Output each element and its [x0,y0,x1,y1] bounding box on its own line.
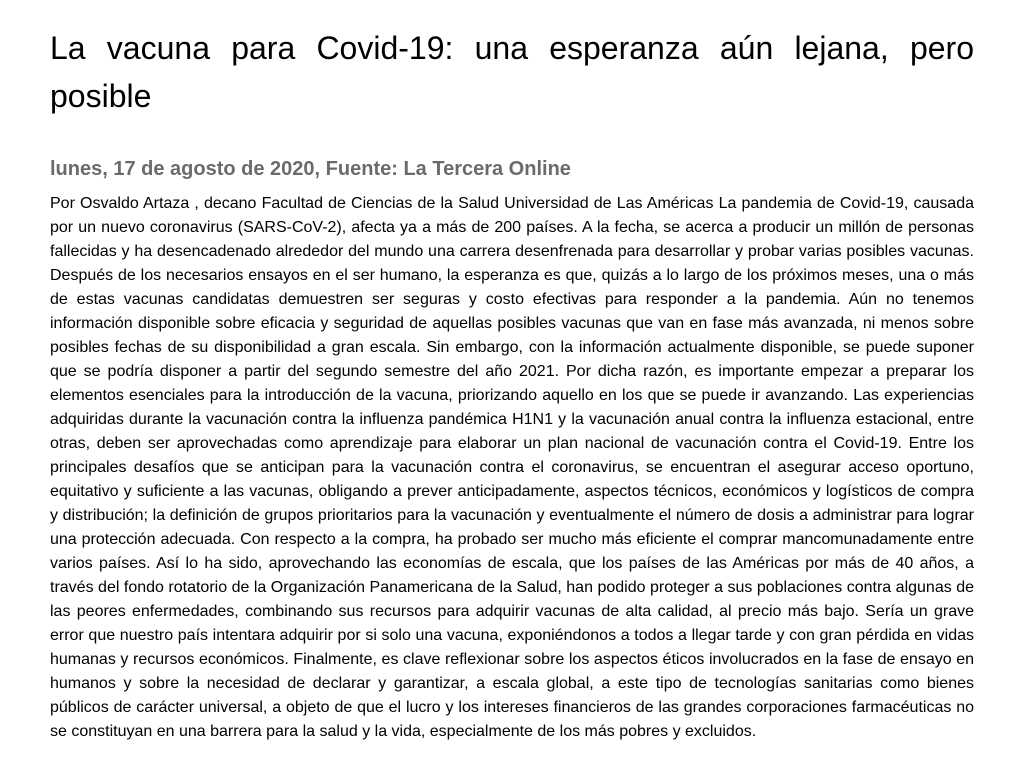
article-body: Por Osvaldo Artaza , decano Facultad de Ciencias de la Salud Universidad de Las Américas La pandemia de Covid-19, causada por un nuevo coronavirus (SARS-CoV-2), afecta ya a más de 200 países. A la fecha, se acerca a producir un millón de personas fallecidas y ha desencadenado alrededor del mundo una carrera desenfrenada para desarrollar y probar varias posibles vacunas. Después de los necesarios ensayos en el ser humano, la esperanza es que, quizás a lo largo de los próximos meses, una o más de estas vacunas candidatas demuestren ser seguras y costo efectivas para responder a la pandemia. Aún no tenemos información disponible sobre eficacia y seguridad de aquellas posibles vacunas que van en fase más avanzada, ni menos sobre posibles fechas de su disponibilidad a gran escala. Sin embargo, con la información actualmente disponible, se puede suponer que se podría disponer a partir del segundo semestre del año 2021. Por dicha razón, es importante empezar a preparar los elementos esenciales para la introducción de la vacuna, priorizando aquello en los que se puede ir avanzando. Las experiencias adquiridas durante la vacunación contra la influenza pandémica H1N1 y la vacunación anual contra la influenza estacional, entre otras, deben ser aprovechadas como aprendizaje para elaborar un plan nacional de vacunación contra el Covid-19. Entre los principales desafíos que se anticipan para la vacunación contra el coronavirus, se encuentran el asegurar acceso oportuno, equitativo y suficiente a las vacunas, obligando a prever anticipadamente, aspectos técnicos, económicos y logísticos de compra y distribución; la definición de grupos prioritarios para la vacunación y eventualmente el número de dosis a administrar para lograr una protección adecuada. Con respecto a la compra, ha probado ser mucho más eficiente el comprar mancomunadamente entre varios países. Así lo ha sido, aprovechando las economías de escala, que los países de las Américas por más de 40 años, a través del fondo rotatorio de la Organización Panamericana de la Salud, han podido proteger a sus poblaciones contra algunas de las peores enfermedades, combinando sus recursos para adquirir vacunas de alta calidad, al precio más bajo. Sería un grave error que nuestro país intentara adquirir por si solo una vacuna, exponiéndonos a todos a llegar tarde y con gran pérdida en vidas humanas y recursos económicos. Finalmente, es clave reflexionar sobre los aspectos éticos involucrados en la fase de ensayo en humanos y sobre la necesidad de declarar y garantizar, a escala global, a este tipo de tecnologías sanitarias como bienes públicos de carácter universal, a objeto de que el lucro y los intereses financieros de las grandes corporaciones farmacéuticas no se constituyan en una barrera para la salud y la vida, especialmente de los más pobres y excluidos. [50,195,974,740]
article-title: La vacuna para Covid-19: una esperanza aún lejana, pero posible [50,30,974,114]
article-date-source: lunes, 17 de agosto de 2020, Fuente: La Tercera Online [50,158,571,180]
article [50,24,974,744]
